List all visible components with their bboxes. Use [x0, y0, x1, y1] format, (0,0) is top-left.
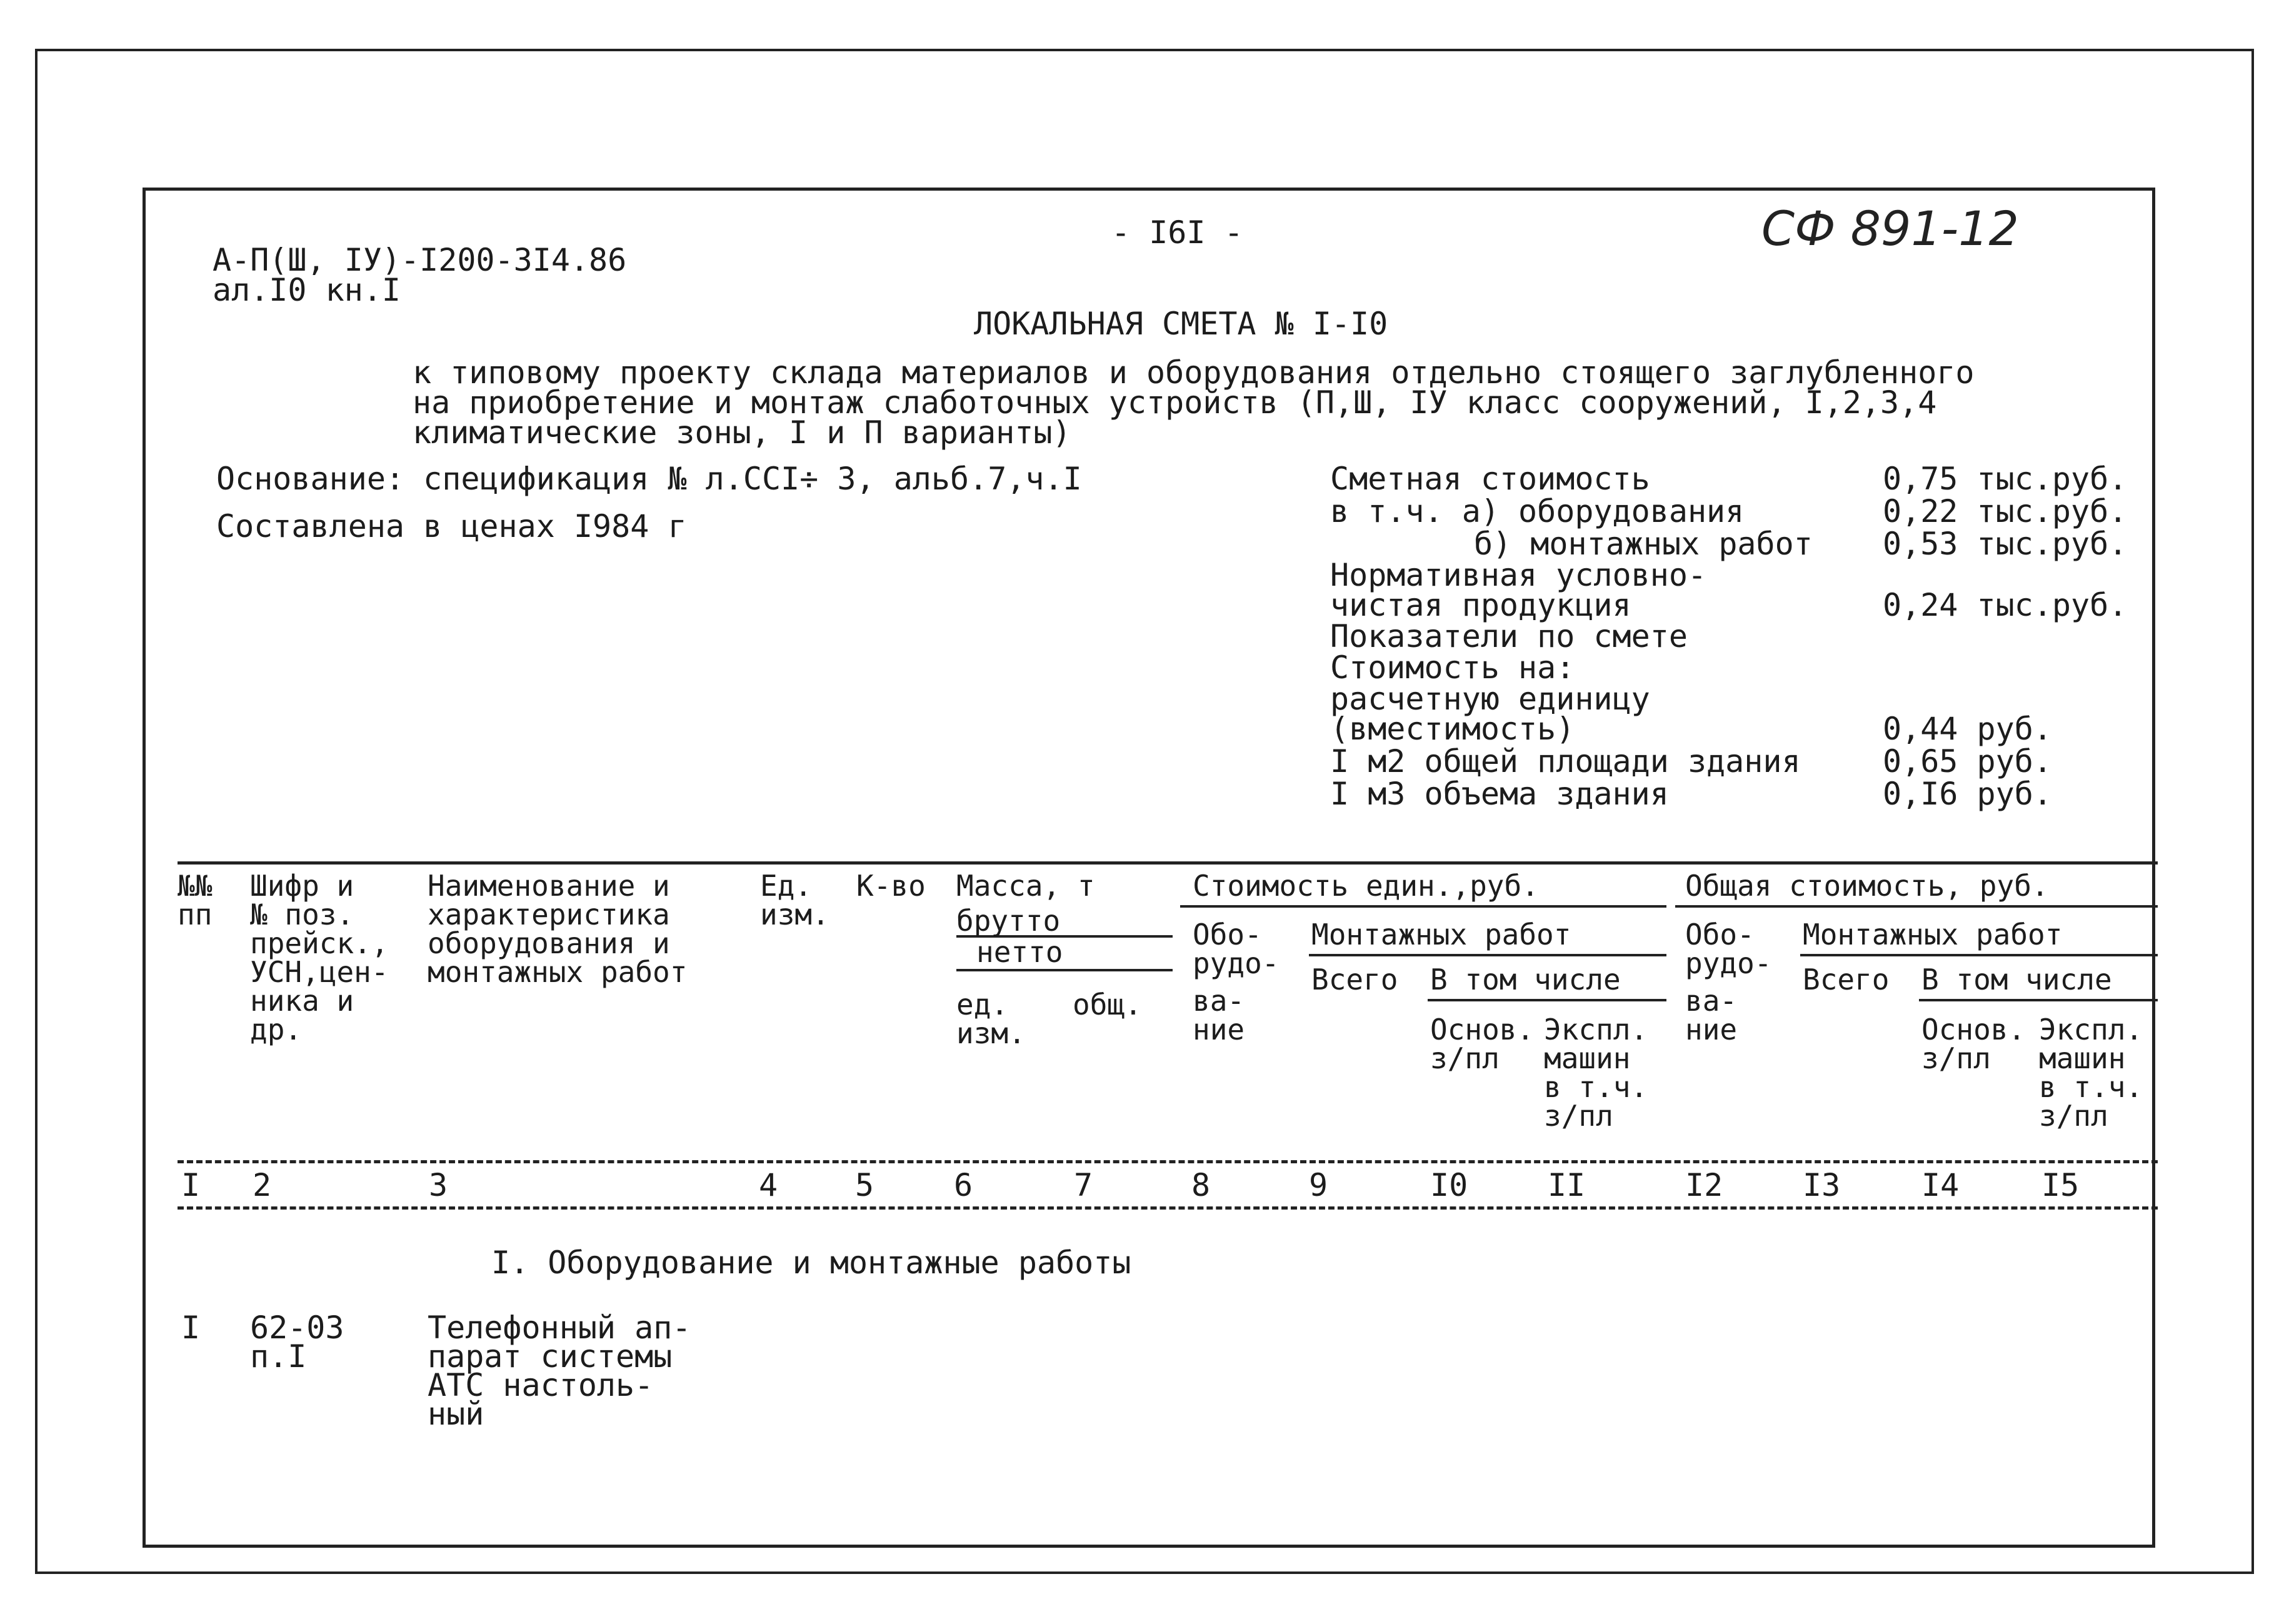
- column-number: I: [181, 1167, 201, 1203]
- summary-label: I м3 объема здания: [1330, 776, 1669, 812]
- header-col-8: ва-: [1193, 984, 1245, 1018]
- summary-value: 0,22 тыс.руб.: [1883, 493, 2128, 529]
- summary-value: 0,65 руб.: [1883, 743, 2052, 779]
- header-col-13: Всего: [1803, 963, 1890, 996]
- header-col-4: изм.: [760, 898, 829, 931]
- summary-label: чистая продукция: [1330, 587, 1631, 623]
- header-col-15: в т.ч.: [2039, 1070, 2143, 1104]
- row-name: АТС настоль-: [428, 1367, 654, 1403]
- header-col-14: Основ.: [1921, 1013, 2026, 1046]
- description-line-2: на приобретение и монтаж слаботочных устройств (П,Ш, IУ класс сооружений, I,2,3,4: [413, 384, 1937, 421]
- header-col-2: прейск.,: [250, 926, 389, 960]
- header-col-3: оборудования и: [428, 926, 670, 960]
- row-name: ный: [428, 1396, 484, 1432]
- header-col-15: машин: [2039, 1041, 2126, 1075]
- rule-total-cost: [1675, 905, 2158, 908]
- header-col-8: Обо-: [1193, 918, 1262, 951]
- column-number: I4: [1921, 1167, 1960, 1203]
- header-col-5: К-во: [856, 869, 926, 903]
- summary-value: 0,53 тыс.руб.: [1883, 526, 2128, 562]
- row-number: I: [181, 1310, 201, 1346]
- column-number: 7: [1074, 1167, 1093, 1203]
- summary-label: Нормативная условно-: [1330, 557, 1707, 593]
- header-montazh: Монтажных работ: [1311, 918, 1571, 951]
- header-col-2: № поз.: [250, 898, 354, 931]
- header-col-6: ед.: [956, 988, 1009, 1021]
- page-number: - I6I -: [1111, 214, 1243, 251]
- column-number: 6: [954, 1167, 973, 1203]
- column-number: 9: [1309, 1167, 1328, 1203]
- header-netto: нетто: [976, 935, 1063, 969]
- header-col-3: характеристика: [428, 898, 670, 931]
- row-code: п.I: [250, 1338, 307, 1375]
- summary-label: в т.ч. а) оборудования: [1330, 493, 1745, 529]
- header-col-2: др.: [250, 1013, 303, 1046]
- basis-text: Основание: спецификация № л.ССI÷ 3, альб.7,ч.I: [216, 461, 1082, 497]
- header-col-11: з/пл: [1544, 1099, 1613, 1133]
- summary-value: 0,75 тыс.руб.: [1883, 461, 2128, 497]
- header-col-11: в т.ч.: [1544, 1070, 1648, 1104]
- summary-label: Показатели по смете: [1330, 618, 1688, 654]
- header-montazh-total: Монтажных работ: [1803, 918, 2063, 951]
- header-col-3: Наименование и: [428, 869, 670, 903]
- rule-montazh-2: [1800, 954, 2158, 956]
- header-col-2: ника и: [250, 984, 354, 1018]
- header-unit-cost: Стоимость един.,руб.: [1193, 869, 1539, 903]
- album-book: ал.I0 кн.I: [213, 272, 401, 308]
- header-vtom: В том числе: [1430, 963, 1621, 996]
- header-brutto: брутто: [956, 904, 1061, 938]
- rule-unit-cost: [1180, 905, 1666, 908]
- column-number: 4: [759, 1167, 778, 1203]
- summary-label: Сметная стоимость: [1330, 461, 1650, 497]
- header-col-7: общ.: [1073, 988, 1142, 1021]
- header-col-12: Обо-: [1685, 918, 1755, 951]
- summary-label: расчетную единицу: [1330, 681, 1650, 717]
- rule-vtom-1: [1428, 999, 1666, 1001]
- header-col-2: Шифр и: [250, 869, 354, 903]
- header-col-10: з/пл: [1430, 1041, 1500, 1075]
- summary-value: 0,24 тыс.руб.: [1883, 587, 2128, 623]
- column-number: 8: [1191, 1167, 1211, 1203]
- column-number-rule: [178, 1206, 2158, 1210]
- description-line-1: к типовому проекту склада материалов и оборудования отдельно стоящего заглубленного: [413, 354, 1975, 391]
- rule-montazh-1: [1309, 954, 1666, 956]
- rule-vtom-2: [1919, 999, 2158, 1001]
- header-mass: Масса, т: [956, 869, 1095, 903]
- summary-label: I м2 общей площади здания: [1330, 743, 1801, 779]
- row-name: парат системы: [428, 1338, 673, 1375]
- document-title: ЛОКАЛЬНАЯ СМЕТА № I-I0: [974, 306, 1388, 342]
- header-col-8: рудо-: [1193, 946, 1280, 980]
- column-number: II: [1548, 1167, 1586, 1203]
- column-number: I3: [1803, 1167, 1841, 1203]
- column-number: I2: [1685, 1167, 1723, 1203]
- header-col-12: ние: [1685, 1013, 1738, 1046]
- header-vtom-total: В том числе: [1921, 963, 2112, 996]
- summary-value: 0,44 руб.: [1883, 711, 2052, 747]
- header-col-4: Ед.: [760, 869, 813, 903]
- header-col-3: монтажных работ: [428, 955, 688, 989]
- table-header-rule: [178, 1160, 2158, 1163]
- column-number: I5: [2041, 1167, 2080, 1203]
- table-top-rule: [178, 861, 2158, 865]
- handwritten-code: СФ 891-12: [1761, 201, 2019, 256]
- rule-netto: [956, 969, 1173, 971]
- header-col-6: изм.: [956, 1016, 1026, 1050]
- header-col-1: №№: [178, 869, 213, 903]
- header-col-10: Основ.: [1430, 1013, 1535, 1046]
- header-col-9: Всего: [1311, 963, 1398, 996]
- header-col-1: пп: [178, 898, 213, 931]
- row-name: Телефонный ап-: [428, 1310, 691, 1346]
- header-col-15: з/пл: [2039, 1099, 2108, 1133]
- column-number: 2: [253, 1167, 272, 1203]
- header-col-15: Экспл.: [2039, 1013, 2143, 1046]
- summary-label: Стоимость на:: [1330, 649, 1575, 686]
- header-col-14: з/пл: [1921, 1041, 1991, 1075]
- description-line-3: климатические зоны, I и П варианты): [413, 414, 1071, 451]
- summary-label: (вместимость): [1330, 711, 1575, 747]
- document-code: А-П(Ш, IУ)-I200-3I4.86: [213, 242, 627, 278]
- header-col-11: машин: [1544, 1041, 1631, 1075]
- column-number: 5: [855, 1167, 874, 1203]
- header-col-12: ва-: [1685, 984, 1738, 1018]
- summary-label: б) монтажных работ: [1474, 526, 1813, 562]
- header-col-11: Экспл.: [1544, 1013, 1648, 1046]
- section-title: I. Оборудование и монтажные работы: [491, 1245, 1131, 1281]
- column-number: I0: [1430, 1167, 1468, 1203]
- summary-value: 0,I6 руб.: [1883, 776, 2052, 812]
- header-col-8: ние: [1193, 1013, 1245, 1046]
- row-code: 62-03: [250, 1310, 344, 1346]
- header-total-cost: Общая стоимость, руб.: [1685, 869, 2049, 903]
- prices-text: Составлена в ценах I984 г: [216, 508, 687, 544]
- header-col-12: рудо-: [1685, 946, 1772, 980]
- header-col-2: УСН,цен-: [250, 955, 389, 989]
- column-number: 3: [429, 1167, 448, 1203]
